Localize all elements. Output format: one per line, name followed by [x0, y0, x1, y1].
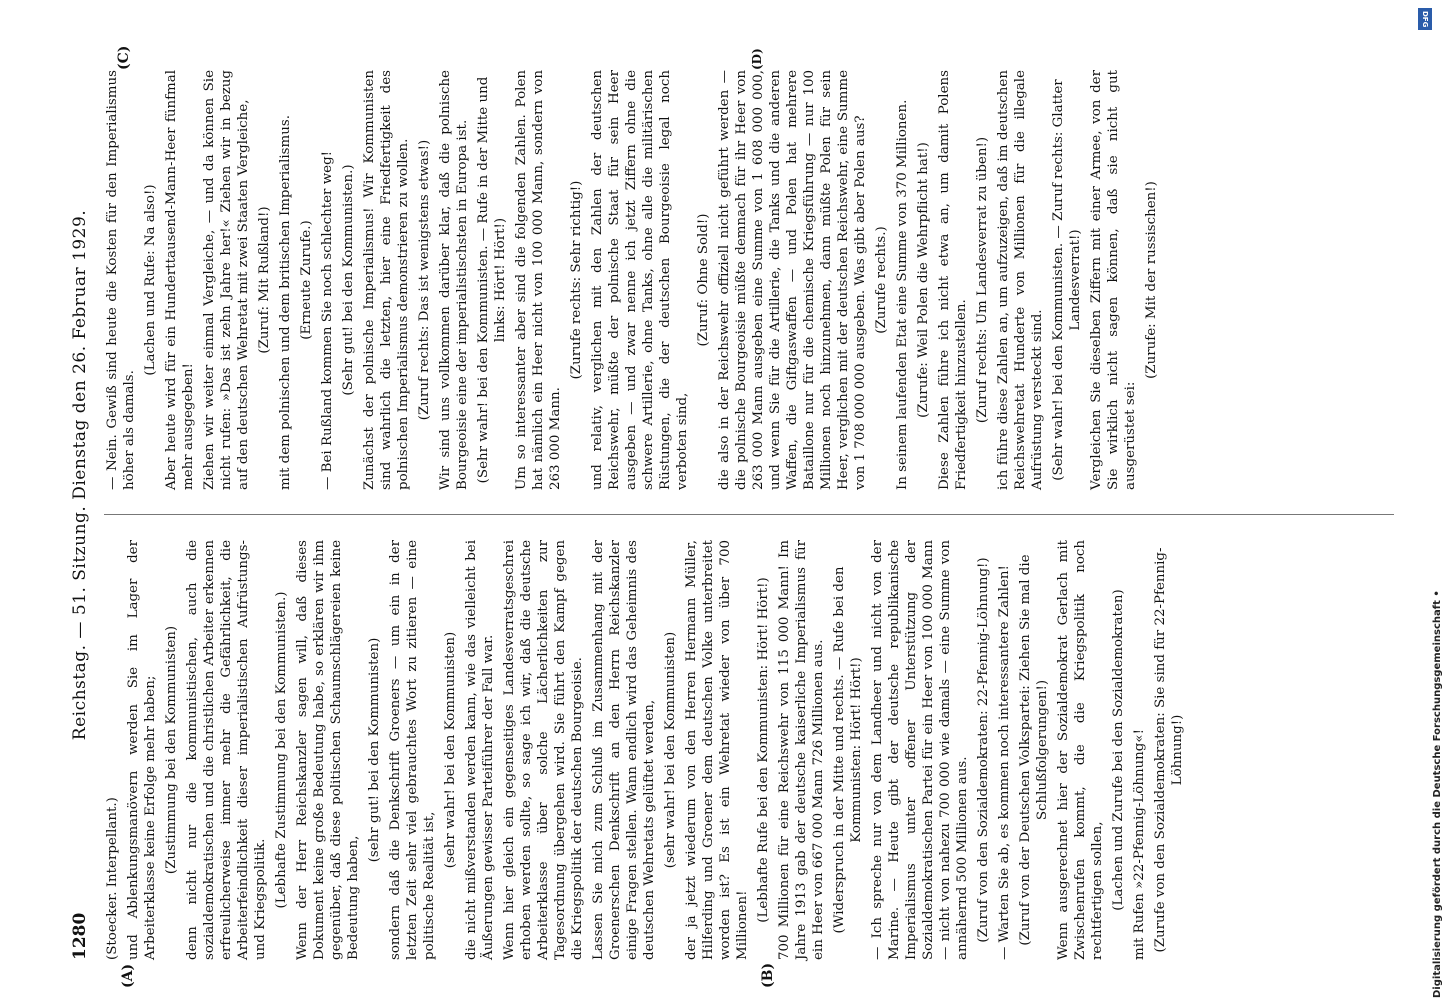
right-paragraph: — Nein. Gewiß sind heute die Kosten für den Imperialismus höher als damals.	[105, 70, 137, 490]
right-paragraph: Ziehen wir weiter einmal Vergleiche, — und da können Sie nicht rufen: »Das ist zehn Jahre her!« Ziehen wir in bezug auf den deutschen Wehretat mit zwei Staaten Vergleiche,	[202, 70, 251, 490]
text-columns	[104, 60, 1394, 960]
left-paragraph: Wenn der Herr Reichskanzler sagen will, daß dieses Dokument keine große Bedeutung habe, so erklären wir ihm gegenüber, daß diese politischen Schaumschlägereien keine Bedeutung haben,	[295, 540, 361, 960]
left-paragraph: (Lachen und Zurufe bei den Sozialdemokraten)	[1111, 589, 1126, 911]
left-paragraph: (Widerspruch in der Mitte und rechts. — Rufe bei den Kommunisten: Hört! Hört!)	[832, 566, 864, 934]
left-paragraph: 700 Millionen für eine Reichswehr von 115 000 Mann! Im Jahre 1913 gab der deutsche kaiserliche Imperialismus für ein Heer von 667 000 Mann 726 Millionen aus.	[777, 540, 826, 960]
left-paragraph: Wenn hier gleich ein gegenseitiges Landesverratsgeschrei erhoben werden sollte, so sage ich wir, daß die deutsche Arbeiterklasse über solche Lächerlichkeiten zur Tagesordnung übergehen wird. Sie führt den Kampf gegen die Kriegspolitik der deutschen Bourgeoisie.	[502, 540, 585, 960]
right-paragraph: und relativ, verglichen mit den Zahlen der deutschen Reichswehr, müßte der polnische Staat für sein Heer ausgeben — und zwar nenne ich jetzt Ziffern ohne die schwere Artillerie, ohne Tanks, ohne alle die militärischen Rüstungen, die der deutschen Bourgeoisie legal noch verboten sind,	[590, 70, 690, 490]
left-paragraph: Wenn ausgerechnet hier der Sozialdemokrat Gerlach mit Zwischenrufen kommt, die die Kriegspolitik noch rechtfertigen sollen,	[1056, 540, 1105, 960]
right-paragraph: (Zurufe: Mit der russischen!)	[1144, 181, 1159, 379]
margin-marker-d: (D)	[750, 48, 764, 70]
right-paragraph: (Sehr gut! bei den Kommunisten.)	[341, 164, 356, 396]
credit-text: Digitalisierung gefördert durch die Deutsche Forschungsgemeinschaft •	[1432, 590, 1443, 998]
right-paragraph: Wir sind uns vollkommen darüber klar, daß die polnische Bourgeoisie eine der imperialistischsten in Europa ist.	[438, 70, 470, 490]
rotated-page-content	[60, 45, 1400, 988]
left-paragraph: (Zuruf von der Deutschen Volkspartei: Ziehen Sie mal die Schlußfolgerungen!)	[1018, 554, 1050, 946]
margin-marker-a: (A)	[120, 963, 136, 988]
margin-marker-c: (C)	[116, 45, 132, 70]
right-paragraph: In seinem laufenden Etat eine Summe von 370 Millionen.	[895, 99, 910, 490]
left-paragraph: und Ablenkungsmanövern werden Sie im Lager der Arbeiterklasse keine Erfolge mehr haben;	[126, 540, 158, 960]
digitization-credit	[1410, 0, 1443, 1000]
right-paragraph: Aber heute wird für ein Hunderttausend-Mann-Heer fünfmal mehr ausgegeben!	[164, 70, 196, 490]
left-paragraph: (Zustimmung bei den Kommunisten)	[164, 625, 179, 875]
running-title: Reichstag. — 51. Sitzung. Dienstag den 26. Februar 1929.	[70, 209, 90, 741]
right-paragraph: (Zuruf: Ohne Sold!)	[696, 213, 711, 347]
left-paragraph: (sehr wahr! bei den Kommunisten)	[443, 631, 458, 869]
right-paragraph: Vergleichen Sie dieselben Ziffern mit einer Armee, von der Sie wirklich nicht sagen können, daß sie nicht gut ausgerüstet sei:	[1089, 70, 1138, 490]
right-paragraph: Diese Zahlen führe ich nicht etwa an, um damit Polens Friedfertigkeit hinzustellen.	[937, 70, 969, 490]
left-paragraph: die nicht mißverstanden werden kann, wie das vielleicht bei Äußerungen gewisser Parteiführer der Fall war.	[464, 540, 496, 960]
left-paragraph: — Warten Sie ab, es kommen noch interessantere Zahlen!	[997, 565, 1012, 960]
right-paragraph: (Sehr wahr! bei den Kommunisten. — Zuruf rechts: Glatter Landesverrat!)	[1051, 79, 1083, 481]
page-header	[60, 60, 100, 960]
right-paragraph: Zunächst der polnische Imperialismus! Wir Kommunisten sind wahrlich die letzten, hier eine Friedfertigkeit des polnischen Imperialismus demonstrieren zu wollen.	[362, 70, 411, 490]
right-paragraph: (Lachen und Rufe: Na also!)	[143, 184, 158, 376]
left-paragraph: (sehr gut! bei den Kommunisten)	[367, 637, 382, 863]
left-paragraph: mit Rufen »22-Pfennig-Löhnung«!	[1132, 729, 1147, 960]
left-paragraph: (Zurufe von den Sozialdemokraten: Sie sind für 22-Pfennig-Löhnung!)	[1153, 547, 1185, 953]
left-column	[104, 540, 1394, 960]
right-paragraph: die also in der Reichswehr offiziell nicht geführt werden — die polnische Bourgeoisie müßte demnach für ihr Heer von 263 000 Mann ausgeben eine Summe von 1 608 000 000, und wenn Sie für die Artillerie, die Tanks und die anderen Waffen, die Giftgaswaffen — und Polen hat mehrere Bataillone nur für die chemische Kriegsführung — nur 100 Millionen noch hinzunehmen, dann müßte Polen für sein Heer, verglichen mit der deutschen Reichswehr, eine Summe von 1 708 000 000 ausgeben. Was gibt aber Polen aus?	[717, 70, 868, 490]
left-paragraph: Lassen Sie mich zum Schluß im Zusammenhang mit der Groenerschen Denkschrift an den Herrn Reichskanzler einige Fragen stellen. Wann endlich wird das Geheimnis des deutschen Wehretats gelüftet werden,	[591, 540, 657, 960]
left-paragraph: (sehr wahr! bei den Kommunisten)	[663, 631, 678, 869]
right-paragraph: (Erneute Zurufe.)	[299, 220, 314, 340]
right-paragraph: mit dem polnischen und dem britischen Imperialismus.	[278, 115, 293, 490]
left-paragraph: (Lebhafte Rufe bei den Kommunisten: Hört! Hört!)	[756, 577, 771, 923]
right-paragraph: (Zuruf rechts: Um Landesverrat zu üben!)	[975, 136, 990, 424]
left-paragraph: — Ich spreche nur von dem Landheer und nicht von der Marine. — Heute gibt der deutsche republikanische Imperialismus unter offener Unterstützung der Sozialdemokratischen Partei für ein Heer von 100 000 Mann — nicht von nahezu 700 000 wie damals — eine Summe von annähernd 500 Millionen aus.	[870, 540, 970, 960]
left-paragraph: sondern daß die Denkschrift Groeners — um ein in der letzten Zeit sehr viel gebrauchtes Wort zu zitieren — eine politische Realität ist,	[388, 540, 437, 960]
left-paragraph: (Lebhafte Zustimmung bei den Kommunisten.)	[274, 591, 289, 909]
right-paragraph: (Zurufe: Weil Polen die Wehrpflicht hat!)	[916, 142, 931, 418]
left-paragraph: (Stoecker. Interpellant.)	[105, 797, 120, 960]
right-paragraph: Um so interessanter aber sind die folgenden Zahlen. Polen hat nämlich ein Heer nicht von 100 000 Mann, sondern von 263 000 Mann.	[514, 70, 563, 490]
right-paragraph: (Zuruf rechts: Das ist wenigstens etwas!)	[417, 139, 432, 421]
right-column	[104, 70, 1394, 490]
right-paragraph: (Sehr wahr! bei den Kommunisten. — Rufe in der Mitte und links: Hört! Hört!)	[476, 76, 508, 484]
right-paragraph: (Zurufe rechts.)	[874, 226, 889, 334]
left-paragraph: der ja jetzt wiederum von den Herren Hermann Müller, Hilferding und Groener dem deutschen Volke unterbreitet worden ist? Es ist ein Wehretat wieder von über 700 Millionen!	[684, 540, 750, 960]
column-divider	[104, 514, 1394, 515]
right-paragraph: (Zurufe rechts: Sehr richtig!)	[569, 180, 584, 380]
right-paragraph: (Zuruf: Mit Rußland!)	[257, 206, 272, 354]
page-number: 1280	[70, 912, 90, 960]
left-paragraph: (Zuruf von den Sozialdemokraten: 22-Pfennig-Löhnung!)	[976, 557, 991, 943]
left-paragraph: denn nicht nur die kommunistischen, auch die sozialdemokratischen und die christlichen Arbeiter erkennen erfreulicherweise immer mehr die Gefährlichkeit, die Arbeiterfeindlichkeit dieser imperialistischen Aufrüstungs- und Kriegspolitik.	[185, 540, 268, 960]
dfg-logo: DFG	[1418, 8, 1432, 30]
margin-marker-b: (B)	[760, 962, 776, 988]
right-paragraph: ich führe diese Zahlen an, um aufzuzeigen, daß im deutschen Reichswehretat Hunderte von Millionen für die illegale Aufrüstung versteckt sind.	[996, 70, 1045, 490]
right-paragraph: — Bei Rußland kommen Sie noch schlechter weg!	[320, 150, 335, 490]
